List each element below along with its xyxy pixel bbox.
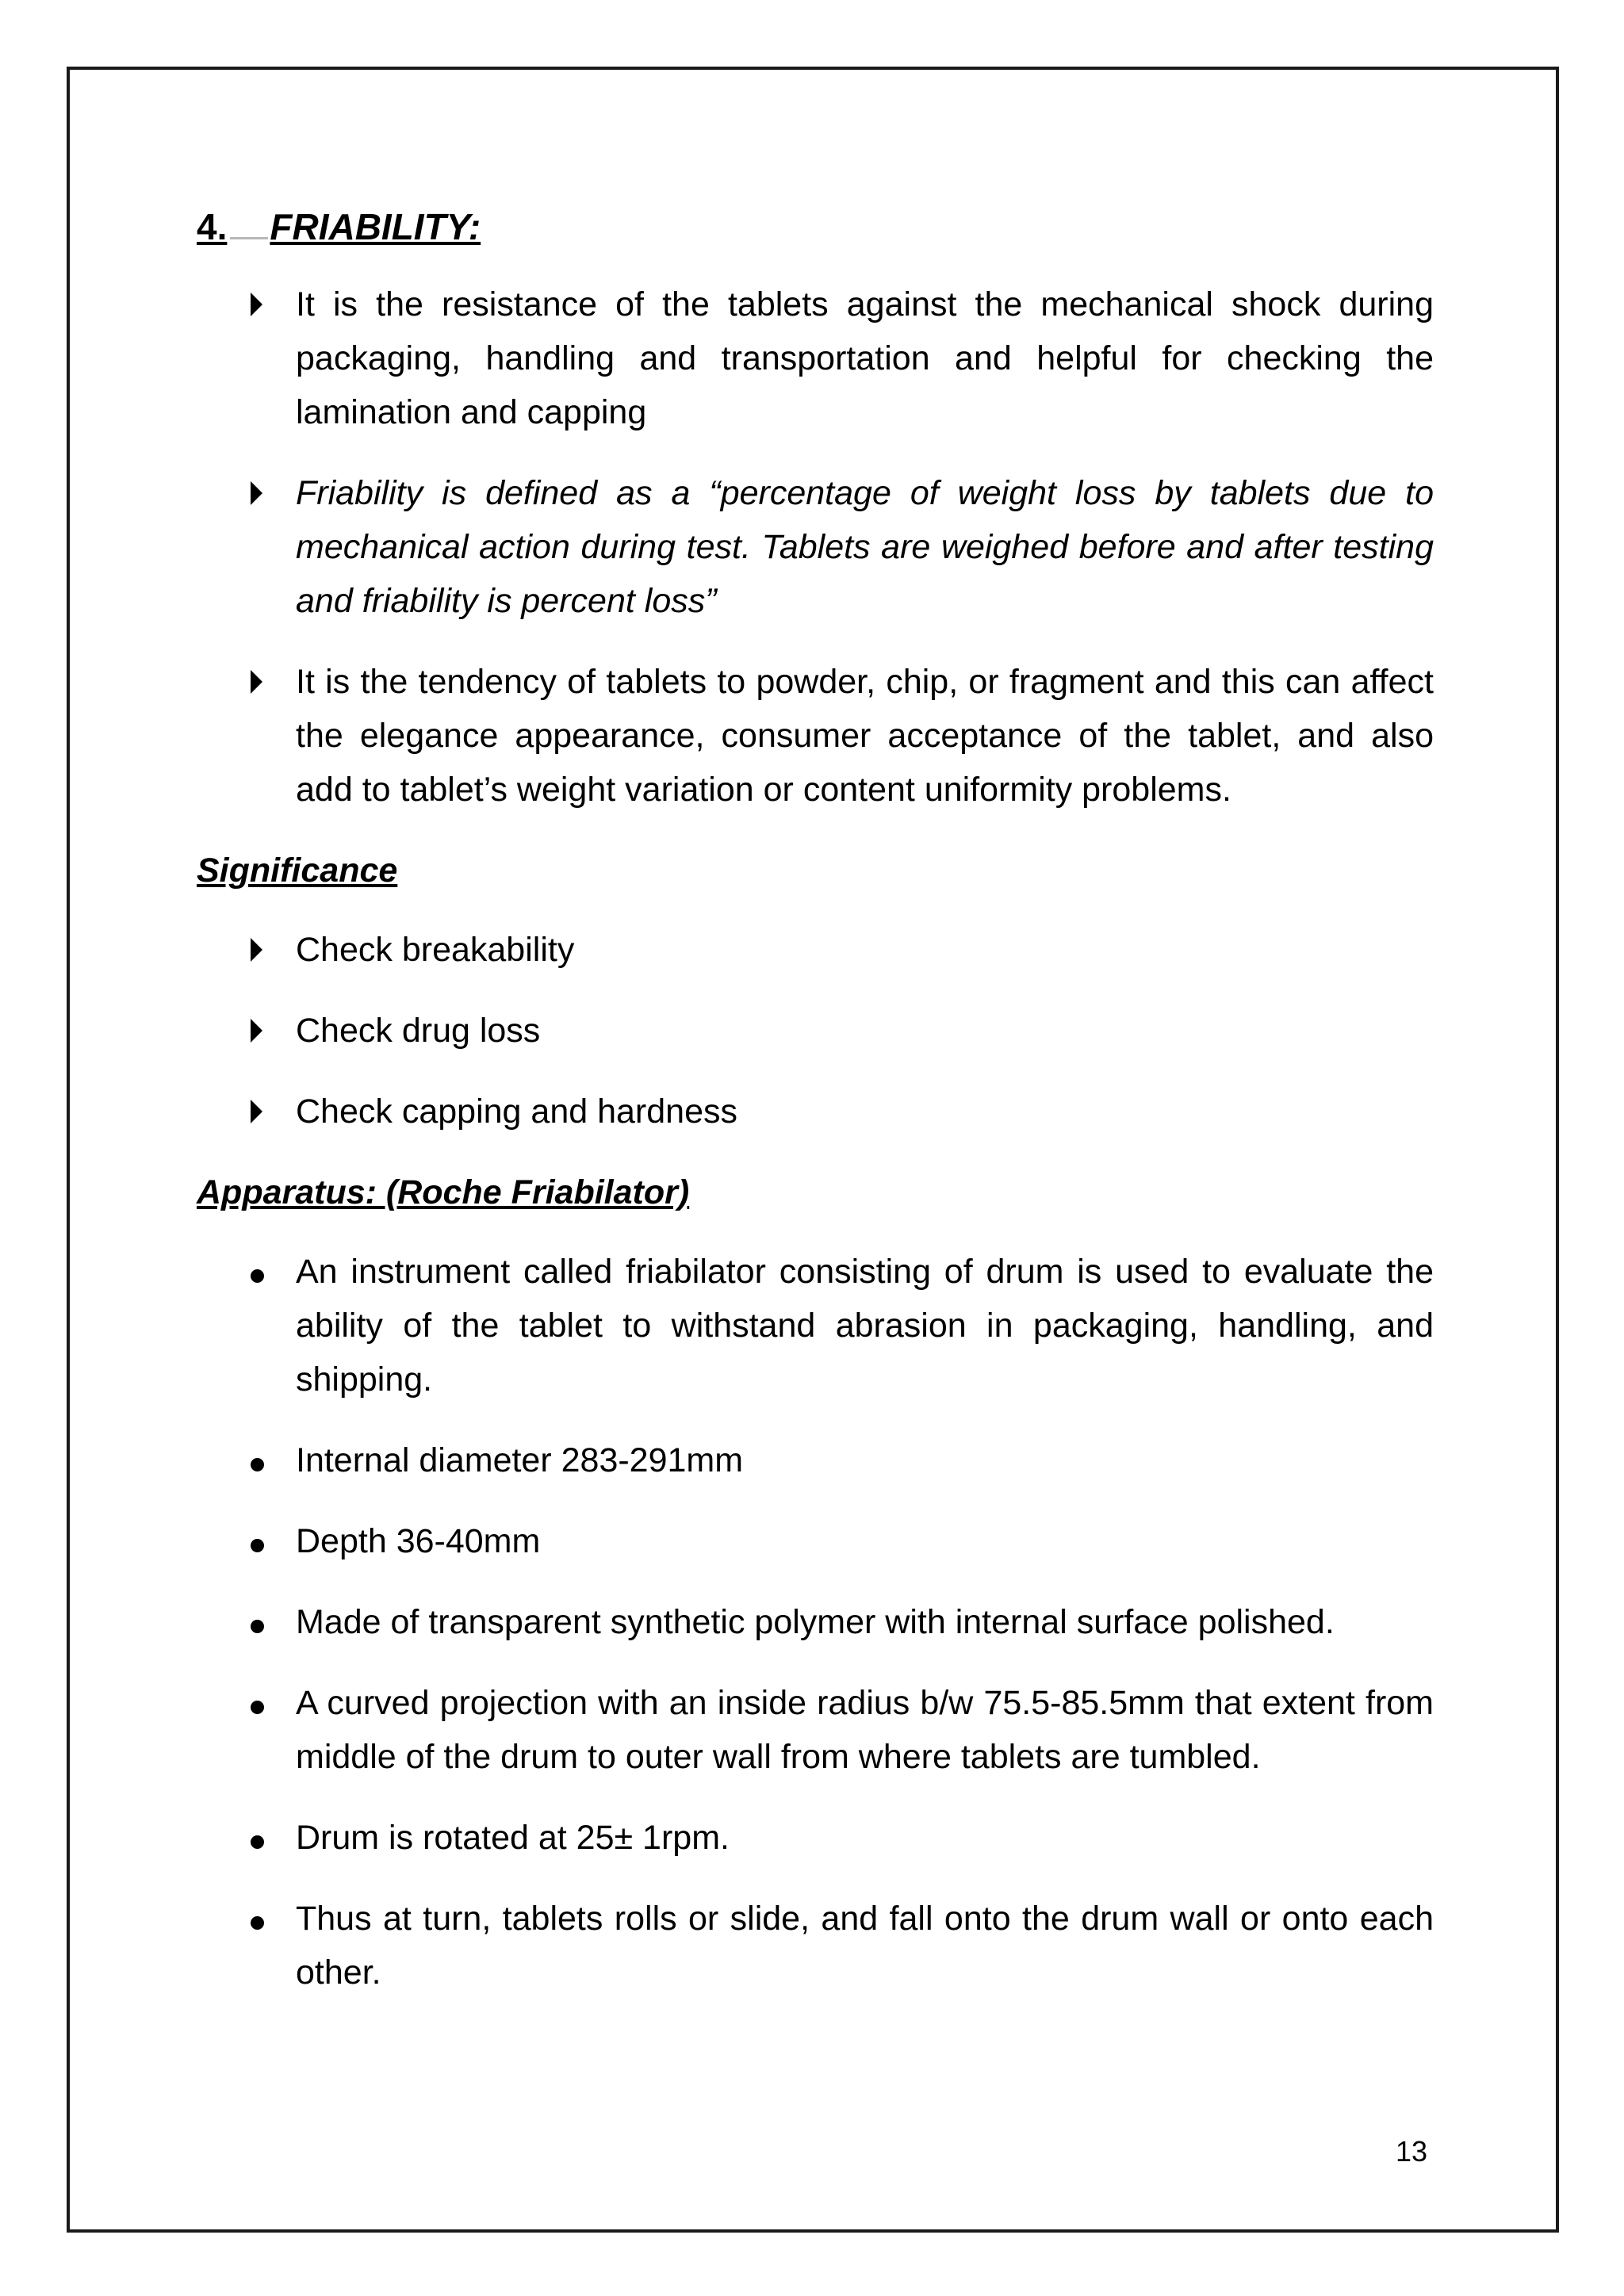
bullet-text: It is the tendency of tablets to powder, chip, or fragment and this can affect the elegance appearance, consumer acceptance of the tablet, and also add to tablet’s weight variation or content uniformity problems. [296,663,1434,809]
page-number: 13 [1395,2135,1427,2168]
bullet-text: Internal diameter 283-291mm [296,1441,744,1479]
dot-bullet-icon [251,1676,264,1730]
arrow-bullet-icon [251,923,262,978]
list-item [197,1004,1434,1058]
section-heading [197,200,1434,254]
list-item [197,1676,1434,1784]
arrow-bullet-icon [251,277,262,332]
intro-bullet-list [197,277,1434,817]
bullet-text: An instrument called friabilator consisting of drum is used to evaluate the ability of the tablet to withstand abrasion in packaging, handling, and shipping. [296,1253,1434,1399]
bullet-text: Thus at turn, tablets rolls or slide, and fall onto the drum wall or onto each other. [296,1900,1434,1992]
apparatus-list [197,1245,1434,1999]
bullet-text: Made of transparent synthetic polymer with internal surface polished. [296,1603,1335,1641]
bullet-text: A curved projection with an inside radius b/w 75.5-85.5mm that extent from middle of the drum to outer wall from where tablets are tumbled. [296,1684,1434,1776]
list-item [197,277,1434,439]
dot-bullet-icon [251,1595,264,1649]
list-item [197,923,1434,977]
arrow-bullet-icon [251,1004,262,1058]
bullet-text: It is the resistance of the tablets against the mechanical shock during packaging, handling and transportation and helpful for checking the lamination and capping [296,285,1434,431]
list-item [197,1085,1434,1138]
heading-spacer [230,229,268,239]
dot-bullet-icon [251,1433,264,1487]
dot-bullet-icon [251,1811,264,1865]
list-item [197,655,1434,817]
list-item [197,1892,1434,1999]
dot-bullet-icon [251,1245,264,1299]
document-body [197,200,1434,2026]
list-item [197,1811,1434,1865]
section-title: FRIABILITY: [270,206,481,247]
arrow-bullet-icon [251,655,262,710]
significance-heading: Significance [197,851,398,890]
arrow-bullet-icon [251,1085,262,1139]
list-item [197,1595,1434,1649]
bullet-text: Friability is defined as a “percentage of weight loss by tablets due to mechanical action during test. Tablets are weighed before and after testing and friability is percent loss” [296,474,1434,620]
arrow-bullet-icon [251,466,262,521]
bullet-text: Depth 36-40mm [296,1522,541,1560]
bullet-text: Check capping and hardness [296,1093,737,1131]
significance-list [197,923,1434,1138]
list-item [197,1433,1434,1487]
dot-bullet-icon [251,1514,264,1568]
bullet-text: Check breakability [296,931,575,969]
list-item [197,1514,1434,1568]
bullet-text: Check drug loss [296,1012,541,1050]
apparatus-heading: Apparatus: (Roche Friabilator) [197,1173,690,1211]
list-item [197,466,1434,628]
section-number: 4. [197,206,228,247]
dot-bullet-icon [251,1892,264,1946]
list-item [197,1245,1434,1406]
bullet-text: Drum is rotated at 25± 1rpm. [296,1819,730,1857]
